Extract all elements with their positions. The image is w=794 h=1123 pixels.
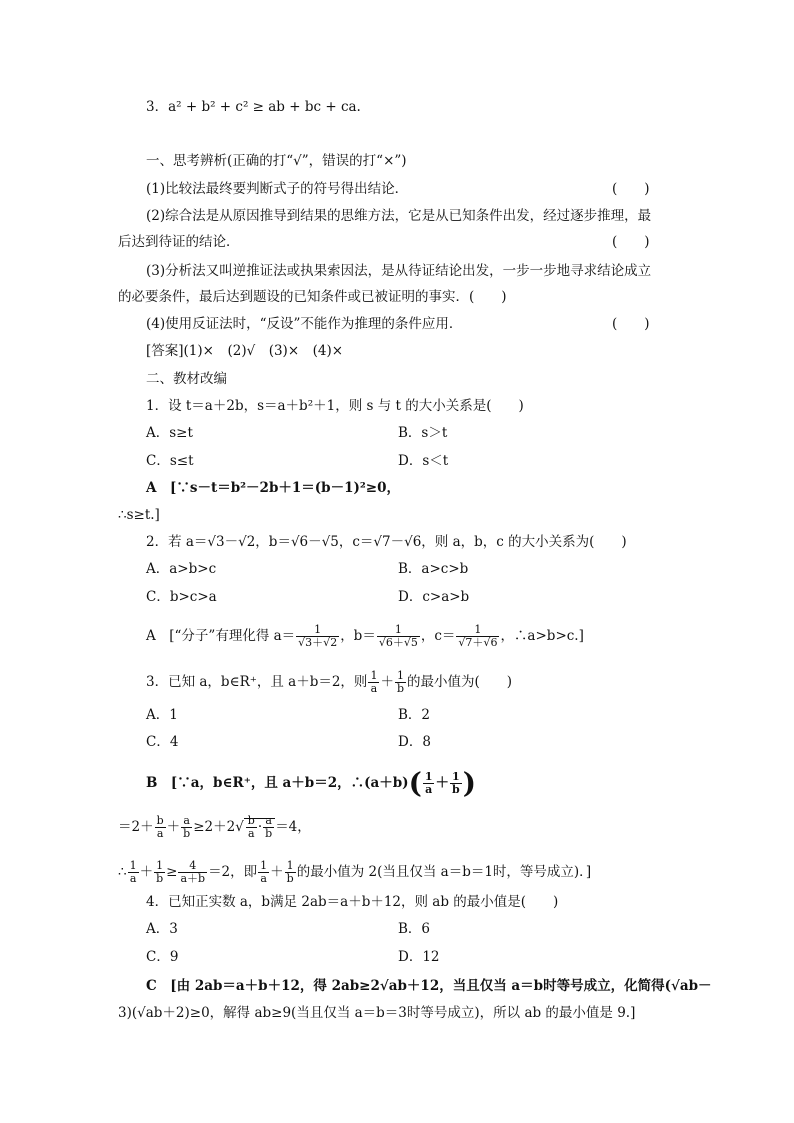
inequality-line: 3．a² + b² + c² ≥ ab + bc + ca.: [146, 99, 361, 115]
judge-item-2: (2)综合法是从原因推导到结果的思维方法，它是从已知条件出发，经过逐步推理，最: [146, 208, 652, 224]
q2-option-b: B．a>c>b: [398, 561, 469, 577]
judge-item-3: (3)分析法又叫逆推证法或执果索因法，是从待证结论出发，一步一步地寻求结论成立: [146, 263, 652, 279]
question-4-stem: 4．已知正实数 a，b满足 2ab＝a＋b＋12，则 ab 的最小值是( ): [146, 894, 559, 910]
q3-solution-3: ∴ $\frac{1}{a}$ ＋ $\frac{1}{b}$ ≥ $\frac{4}{a+b}$ ＝2，即 $\frac{1}{a}$ ＋ $\frac{1}{b}$ 的最小值为 2(当且仅当 a＝b＝1时，等号成立)．]: [118, 859, 592, 885]
q3-solution-2: ＝2＋ $\frac{b}{a}$ ＋ $\frac{a}{b}$ ≥2＋2√ $\frac{b}{a}$ · $\frac{a}{b}$ ＝4，: [118, 814, 311, 840]
q2-option-a: A．a>b>c: [146, 561, 217, 577]
q3-option-b: B．2: [398, 707, 431, 723]
q4-solution-1: C [由 2ab＝a＋b＋12，得 2ab≥2√ab＋12，当且仅当 a＝b时等号成立，化简得(√ab－: [146, 978, 712, 994]
judge-item-2-cont: 后达到待证的结论．: [118, 234, 240, 250]
q2-option-c: C．b>c>a: [146, 589, 217, 605]
q4-option-b: B．6: [398, 921, 431, 937]
section-title-2: 二、教材改编: [146, 371, 227, 387]
q3-option-a: A．1: [146, 707, 178, 723]
q2-option-d: D．c>a>b: [398, 589, 470, 605]
q1-option-b: B．s＞t: [398, 425, 448, 441]
section-title-1: 一、思考辨析(正确的打“√”，错误的打“×”): [146, 153, 407, 169]
answer-paren: ( ): [612, 316, 650, 332]
q3-option-d: D．8: [398, 734, 431, 750]
q1-solution-2: ∴s≥t.]: [118, 507, 160, 523]
q4-option-d: D．12: [398, 949, 440, 965]
q4-option-c: C．9: [146, 949, 179, 965]
q1-option-c: C．s≤t: [146, 453, 194, 469]
judge-item-1: (1)比较法最终要判断式子的符号得出结论．: [146, 181, 409, 197]
judge-item-3-cont: 的必要条件，最后达到题设的已知条件或已被证明的事实．( ): [118, 289, 507, 305]
fraction-b: $\frac{1}{√6+√5}$: [378, 623, 418, 649]
q2-solution-prefix: A [“分子”有理化得 a＝: [146, 628, 296, 644]
question-2-stem: 2．若 a＝√3－√2，b＝√6－√5，c＝√7－√6，则 a，b，c 的大小关系为( ): [146, 534, 627, 550]
answer-line: [答案](1)× (2)√ (3)× (4)×: [146, 343, 344, 359]
q1-option-a: A．s≥t: [146, 425, 193, 441]
q4-option-a: A．3: [146, 921, 178, 937]
q2-solution: A [“分子”有理化得 a＝ $\frac{1}{√3+√2}$ ，b＝ $\frac{1}{√6+√5}$ ，c＝ $\frac{1}{√7+√6}$ ，∴a>b>c.]: [146, 623, 584, 649]
question-1-stem: 1．设 t＝a＋2b，s＝a＋b²＋1，则 s 与 t 的大小关系是( ): [146, 398, 524, 414]
question-3-stem: 3．已知 a，b∈R⁺，且 a＋b＝2，则 $\frac{1}{a}$ ＋ $\frac{1}{b}$ 的最小值为( ): [146, 669, 513, 695]
q3-solution-1: B [∵a，b∈R⁺，且 a＋b＝2，∴(a＋b)( $\frac{1}{a}$ ＋ $\frac{1}{b}$ ): [146, 766, 476, 800]
q1-option-d: D．s＜t: [398, 453, 449, 469]
judge-item-4: (4)使用反证法时，“反设”不能作为推理的条件应用．: [146, 316, 463, 332]
q3-option-c: C．4: [146, 734, 179, 750]
q1-solution-1: A [∵s－t＝b²－2b＋1＝(b－1)²≥0，: [146, 480, 401, 496]
q4-solution-2: 3)(√ab＋2)≥0，解得 ab≥9(当且仅当 a＝b＝3时等号成立)，所以 ab 的最小值是 9.]: [118, 1005, 636, 1021]
fraction-c: $\frac{1}{√7+√6}$: [458, 623, 498, 649]
fraction-a: $\frac{1}{√3+√2}$: [298, 623, 338, 649]
answer-paren: ( ): [612, 181, 650, 197]
answer-paren: ( ): [612, 234, 650, 250]
